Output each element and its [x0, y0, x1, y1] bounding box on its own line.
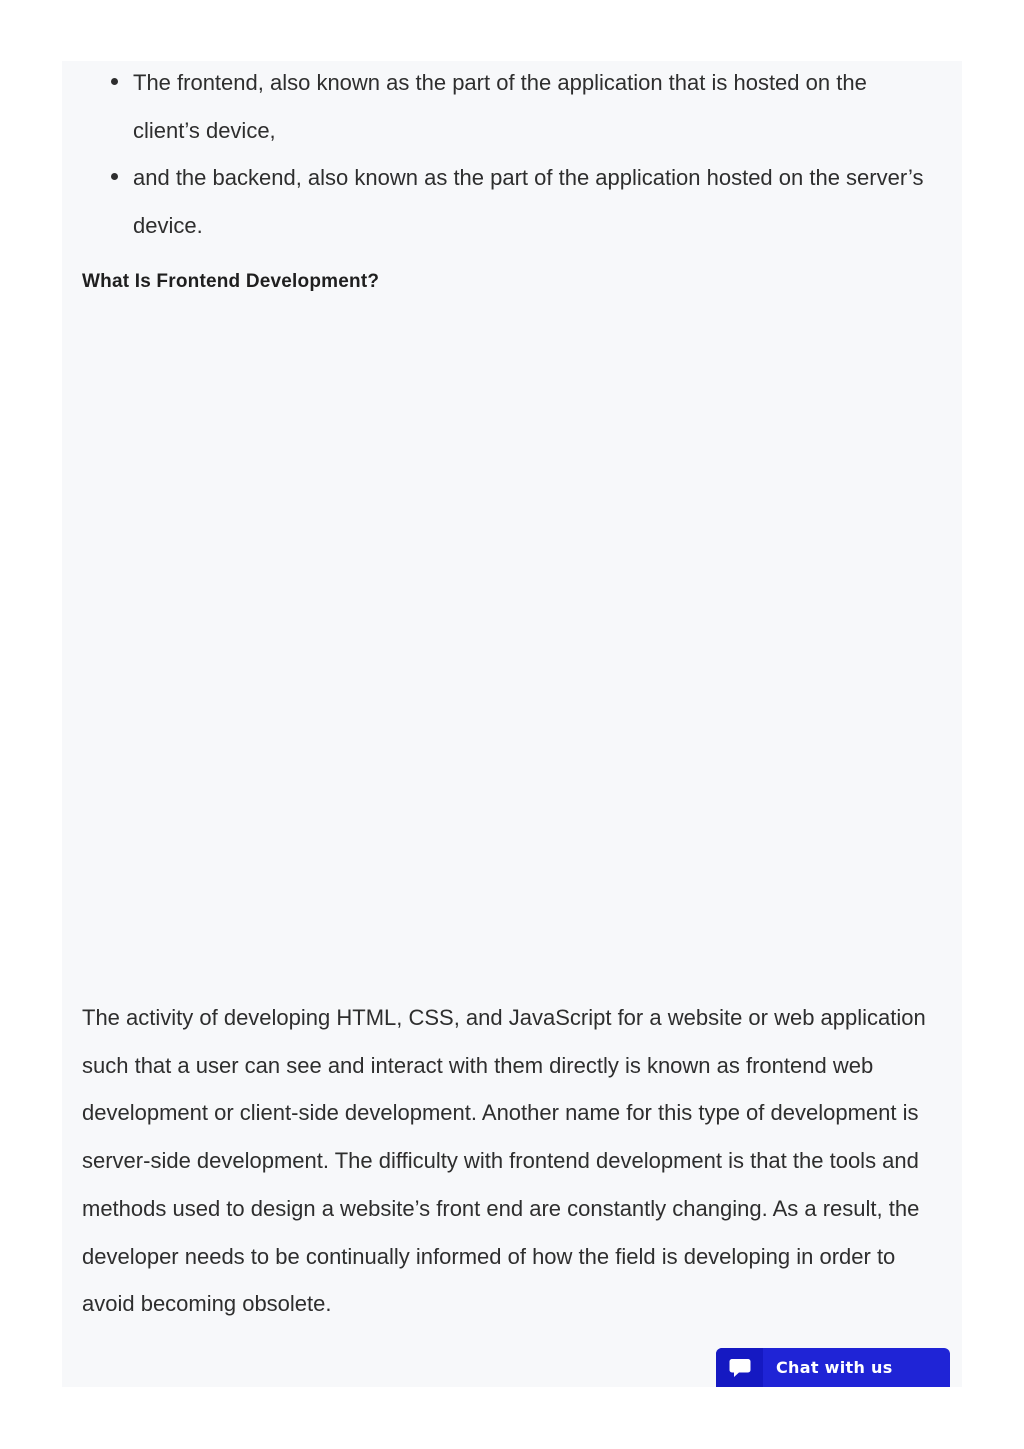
article-content	[62, 61, 962, 1387]
chat-button-label: Chat with us	[776, 1358, 893, 1377]
list-item: The frontend, also known as the part of the application that is hosted on the client’s device,	[62, 59, 962, 154]
chat-button[interactable]	[716, 1348, 950, 1387]
section-heading: What Is Frontend Development?	[82, 271, 380, 292]
chat-bubble-icon	[729, 1357, 751, 1379]
bullet-list	[62, 61, 962, 249]
chat-icon-container[interactable]	[716, 1348, 763, 1387]
list-item: and the backend, also known as the part of the application hosted on the server’s device.	[62, 154, 962, 249]
embedded-media-area	[82, 316, 942, 996]
body-paragraph: The activity of developing HTML, CSS, and JavaScript for a website or web application such that a user can see and interact with them directly is known as frontend web development or client-side development. Another name for this type of development is server-side development. The difficulty with frontend development is that the tools and methods used to design a website’s front end are constantly changing. As a result, the developer needs to be continually informed of how the field is developing in order to avoid becoming obsolete.	[82, 1005, 926, 1317]
